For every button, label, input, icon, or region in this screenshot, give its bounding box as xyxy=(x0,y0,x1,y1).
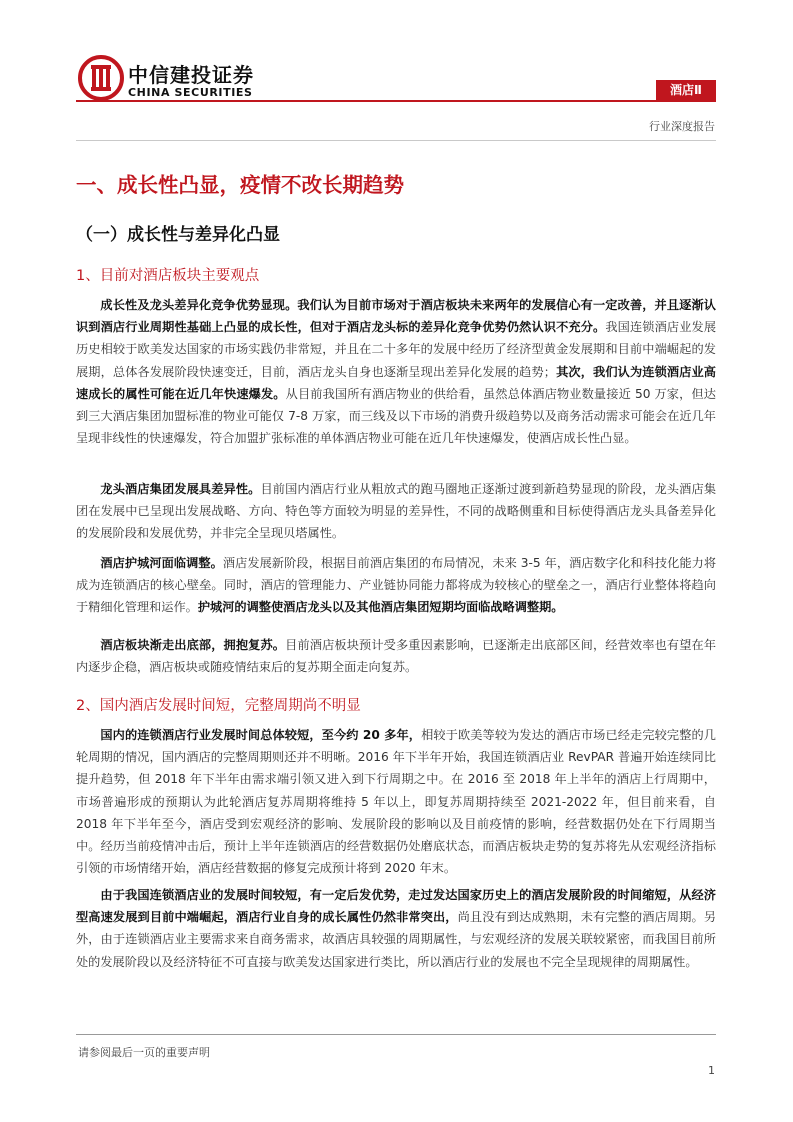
sub-header-divider xyxy=(76,140,716,141)
section-subtitle: （一）成长性与差异化凸显 xyxy=(76,225,280,245)
header-divider xyxy=(76,100,716,102)
paragraph-growth xyxy=(76,294,716,449)
paragraph-growth-lead: 成长性及龙头差异化竞争优势显现。我们认为目前市场对于酒店板块未来两年的发展信心有一定改善，并且逐渐认识到酒店行业周期性基础上凸显的成长性，但对于酒店龙头标的差异化竞争优势仍然认识不充分。 xyxy=(76,298,716,335)
paragraph-differentiation-body: 目前国内酒店行业从粗放式的跑马圈地正逐渐过渡到新趋势显现的阶段，龙头酒店集团在发展中已呈现出发展战略、方向、特色等方面较为明显的差异性，不同的战略侧重和目标使得酒店龙头具备差异化的发展阶段和发展优势，并非完全呈现贝塔属性。 xyxy=(76,482,717,541)
disclaimer-note: 请参阅最后一页的重要声明 xyxy=(78,1046,210,1059)
paragraph-growth-body-b: 从目前我国所有酒店物业的供给看，虽然总体酒店物业数量接近 50 万家，但达到三大酒店集团加盟标准的物业可能仅 7-8 万家，而三线及以下市场的消费升级趋势以及商务活动需求可能会在近几年呈现非线性的快速爆发，符合加盟扩张标准的单体酒店物业可能在近几年快速爆发，使酒店成长性凸显。 xyxy=(76,386,716,446)
paragraph-moat-lead-b: 护城河的调整使酒店龙头以及其他酒店集团短期均面临战略调整期。 xyxy=(197,600,564,615)
paragraph-recovery-lead: 酒店板块渐走出底部，拥抱复苏。 xyxy=(100,638,286,652)
section-title: 一、成长性凸显，疫情不改长期趋势 xyxy=(76,173,404,197)
logo-english-name: CHINA SECURITIES xyxy=(128,86,253,99)
paragraph-recovery-body: 目前酒店板块预计受多重因素影响，已逐渐走出底部区间，经营效率也有望在年内逐步企稳，酒店板块或随疫情结束后的复苏期全面走向复苏。 xyxy=(76,638,717,675)
report-type-label: 行业深度报告 xyxy=(649,120,715,133)
paragraph-late-mover-body: 尚且没有到达成熟期，未有完整的酒店周期。另外，由于连锁酒店业主要需求来自商务需求，故酒店具较强的周期属性，与宏观经济的发展关联较紧密，而我国目前所处的发展阶段以及经济特征不可直接与欧美发达国家进行类比，所以酒店行业的发展也不完全呈现规律的周期属性。 xyxy=(76,910,717,969)
sector-tag: 酒店Ⅱ xyxy=(656,80,716,100)
paragraph-growth-lead-b: 其次，我们认为连锁酒店业高速成长的属性可能在近几年快速爆发。 xyxy=(76,364,716,401)
paragraph-moat-body: 酒店发展新阶段，根据目前酒店集团的布局情况，未来 3-5 年，酒店数字化和科技化能力将成为连锁酒店的核心壁垒。同时，酒店的管理能力、产业链协同能力都将成为较核心的壁垒之一，酒店行业整体将趋向于精细化管理和运作。 xyxy=(76,556,717,615)
citic-logo-icon xyxy=(78,55,124,101)
part1-heading: 1、目前对酒店板块主要观点 xyxy=(76,268,260,284)
page-number: 1 xyxy=(708,1064,715,1077)
paragraph-late-mover-lead: 由于我国连锁酒店业的发展时间较短，有一定后发优势，走过发达国家历史上的酒店发展阶段的时间缩短，从经济型高速发展到目前中端崛起，酒店行业自身的成长属性仍然非常突出， xyxy=(76,888,716,925)
paragraph-differentiation xyxy=(76,478,716,545)
logo-chinese-name: 中信建投证券 xyxy=(128,63,254,87)
paragraph-differentiation-lead: 龙头酒店集团发展具差异性。 xyxy=(100,482,261,496)
paragraph-cycle xyxy=(76,724,716,879)
paragraph-growth-body-a: 我国连锁酒店业发展历史相较于欧美发达国家的市场实践仍非常短，并且在二十多年的发展中经历了经济型黄金发展期和目前中端崛起的发展期，总体各发展阶段快速变迁，目前，酒店龙头自身也逐渐呈现出差异化发展的趋势； xyxy=(76,320,717,379)
paragraph-late-mover xyxy=(76,884,716,973)
company-logo xyxy=(78,55,278,103)
footer-divider xyxy=(76,1034,716,1035)
paragraph-cycle-lead: 国内的连锁酒店行业发展时间总体较短，至今约 20 多年， xyxy=(100,728,422,742)
part2-heading: 2、国内酒店发展时间短，完整周期尚不明显 xyxy=(76,698,361,714)
paragraph-cycle-body: 相较于欧美等较为发达的酒店市场已经走完较完整的几轮周期的情况，国内酒店的完整周期则还并不明晰。2016 年下半年开始，我国连锁酒店业 RevPAR 普遍开始连续同比提升趋势，但 2018 年下半年由需求端引领又进入到下行周期之中。在 2016 至 2018 年上半年的酒店上行周期中，市场普遍形成的预期认为此轮酒店复苏周期将维持 5 年以上，即复苏周期持续至 2021-2022 年，但目前来看，自 2018 年下半年至今，酒店受到宏观经济的影响、发展阶段的影响以及目前疫情的影响，经营数据仍处在下行周期当中。经历当前疫情冲击后，预计上半年连锁酒店的经营数据仍处磨底状态，而酒店板块走势的复苏将先从宏观经济指标引领的市场情绪开始，酒店经营数据的修复完成预计将到 2020 年末。 xyxy=(76,728,716,876)
paragraph-moat xyxy=(76,552,716,619)
paragraph-moat-lead: 酒店护城河面临调整。 xyxy=(100,556,223,570)
paragraph-recovery xyxy=(76,634,716,678)
